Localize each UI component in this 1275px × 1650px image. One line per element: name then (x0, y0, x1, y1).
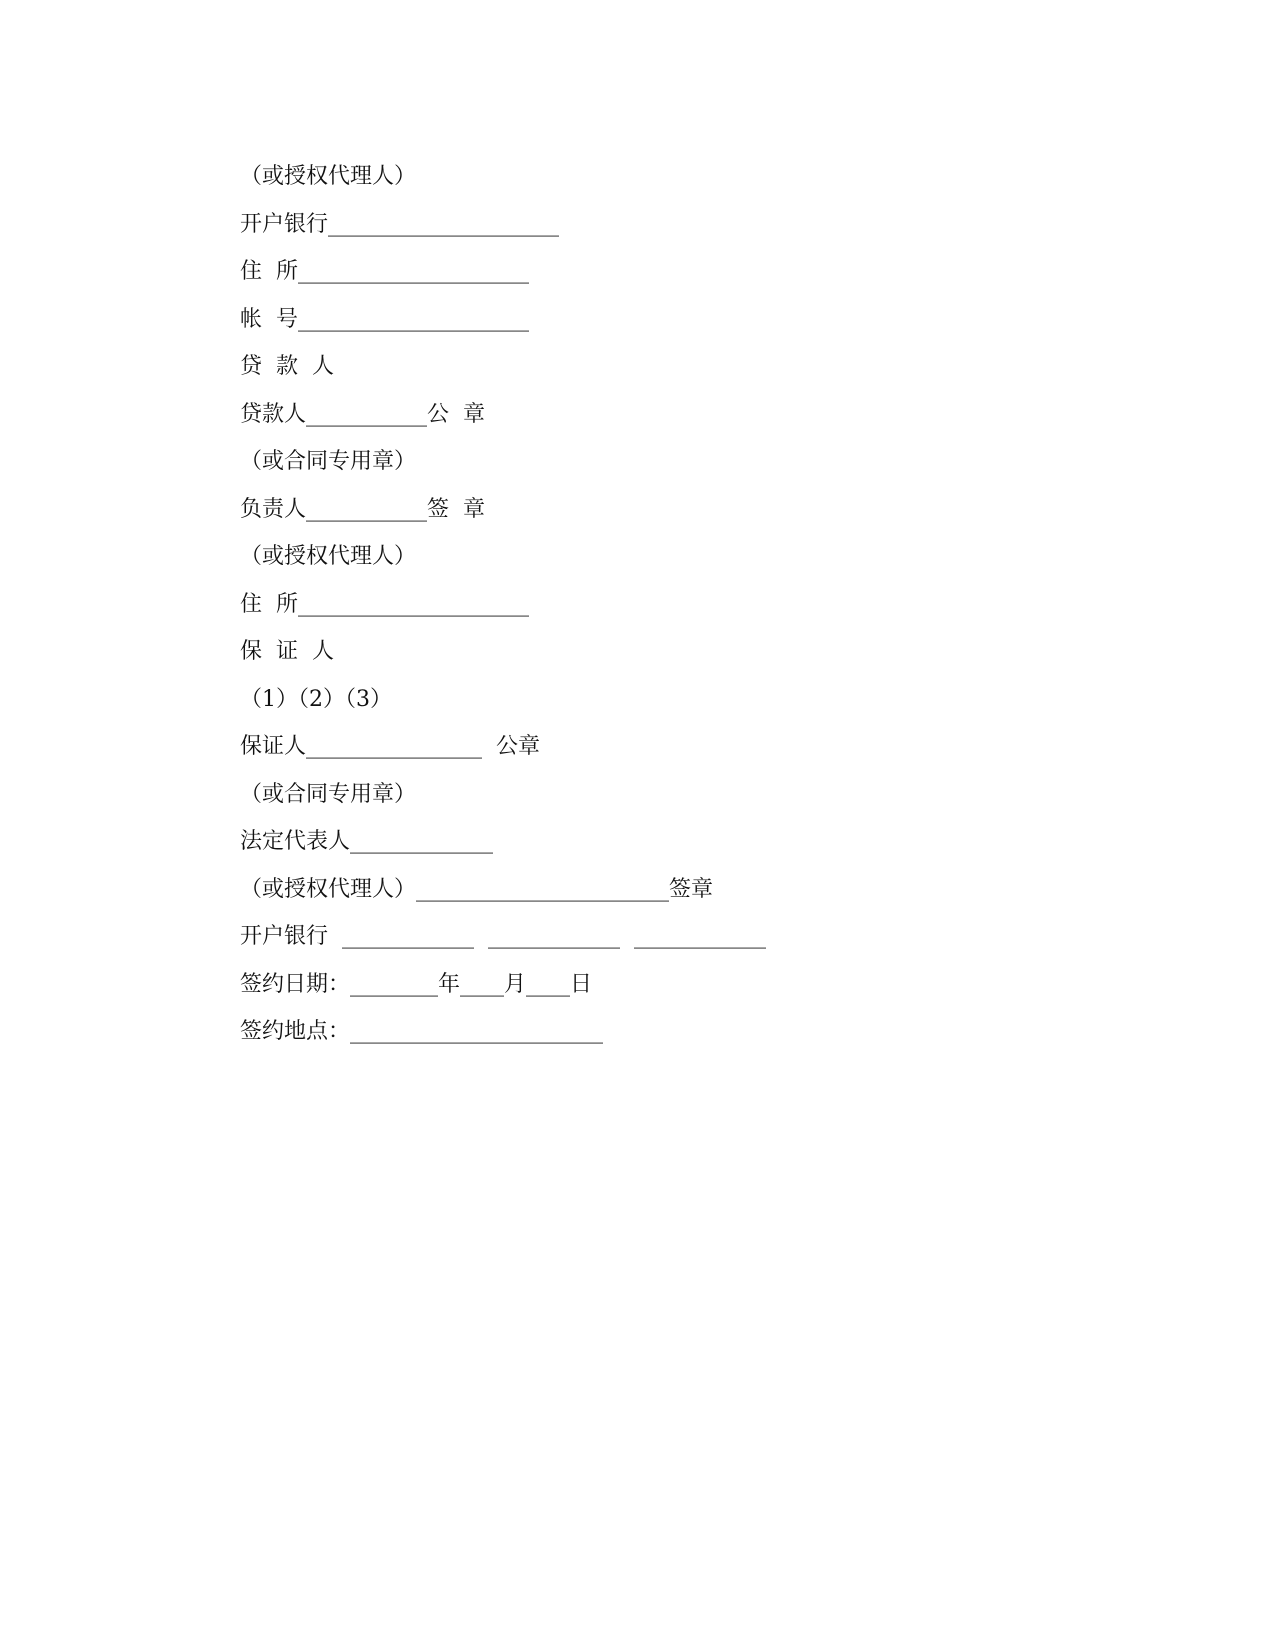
guarantor-numbering: （1）（2）（3） (240, 686, 392, 712)
legal-representative-field: 法定代表人_____________ (240, 829, 494, 854)
signature-section (240, 162, 1140, 1065)
borrower-authorized-agent-note: （或授权代理人） (240, 164, 417, 189)
borrower-address-field: 住 所_____________________ (240, 259, 529, 284)
guarantor-seal-field: 保证人________________ 公章 (240, 734, 540, 759)
guarantor-heading: 保 证 人 (240, 639, 334, 664)
signing-date-field: 签约日期：________年____月____日 (240, 971, 593, 997)
lender-seal-field: 贷款人___________公 章 (240, 401, 485, 427)
borrower-account-field: 帐 号_____________________ (240, 306, 529, 332)
lender-address-field: 住 所_____________________ (240, 591, 529, 617)
signing-place-field: 签约地点：_______________________ (240, 1019, 604, 1044)
lender-responsible-person-field: 负责人___________签 章 (240, 496, 485, 522)
borrower-bank-field: 开户银行_____________________ (240, 211, 560, 237)
guarantor-bank-fields: 开户银行 ____________ ____________ ____________ (240, 924, 766, 949)
lender-heading: 贷 款 人 (240, 354, 334, 379)
lender-contract-seal-note: （或合同专用章） (240, 449, 417, 474)
guarantor-agent-signature-field: （或授权代理人）_______________________签章 (240, 876, 714, 902)
lender-authorized-agent-note: （或授权代理人） (240, 544, 417, 569)
guarantor-contract-seal-note: （或合同专用章） (240, 781, 417, 807)
